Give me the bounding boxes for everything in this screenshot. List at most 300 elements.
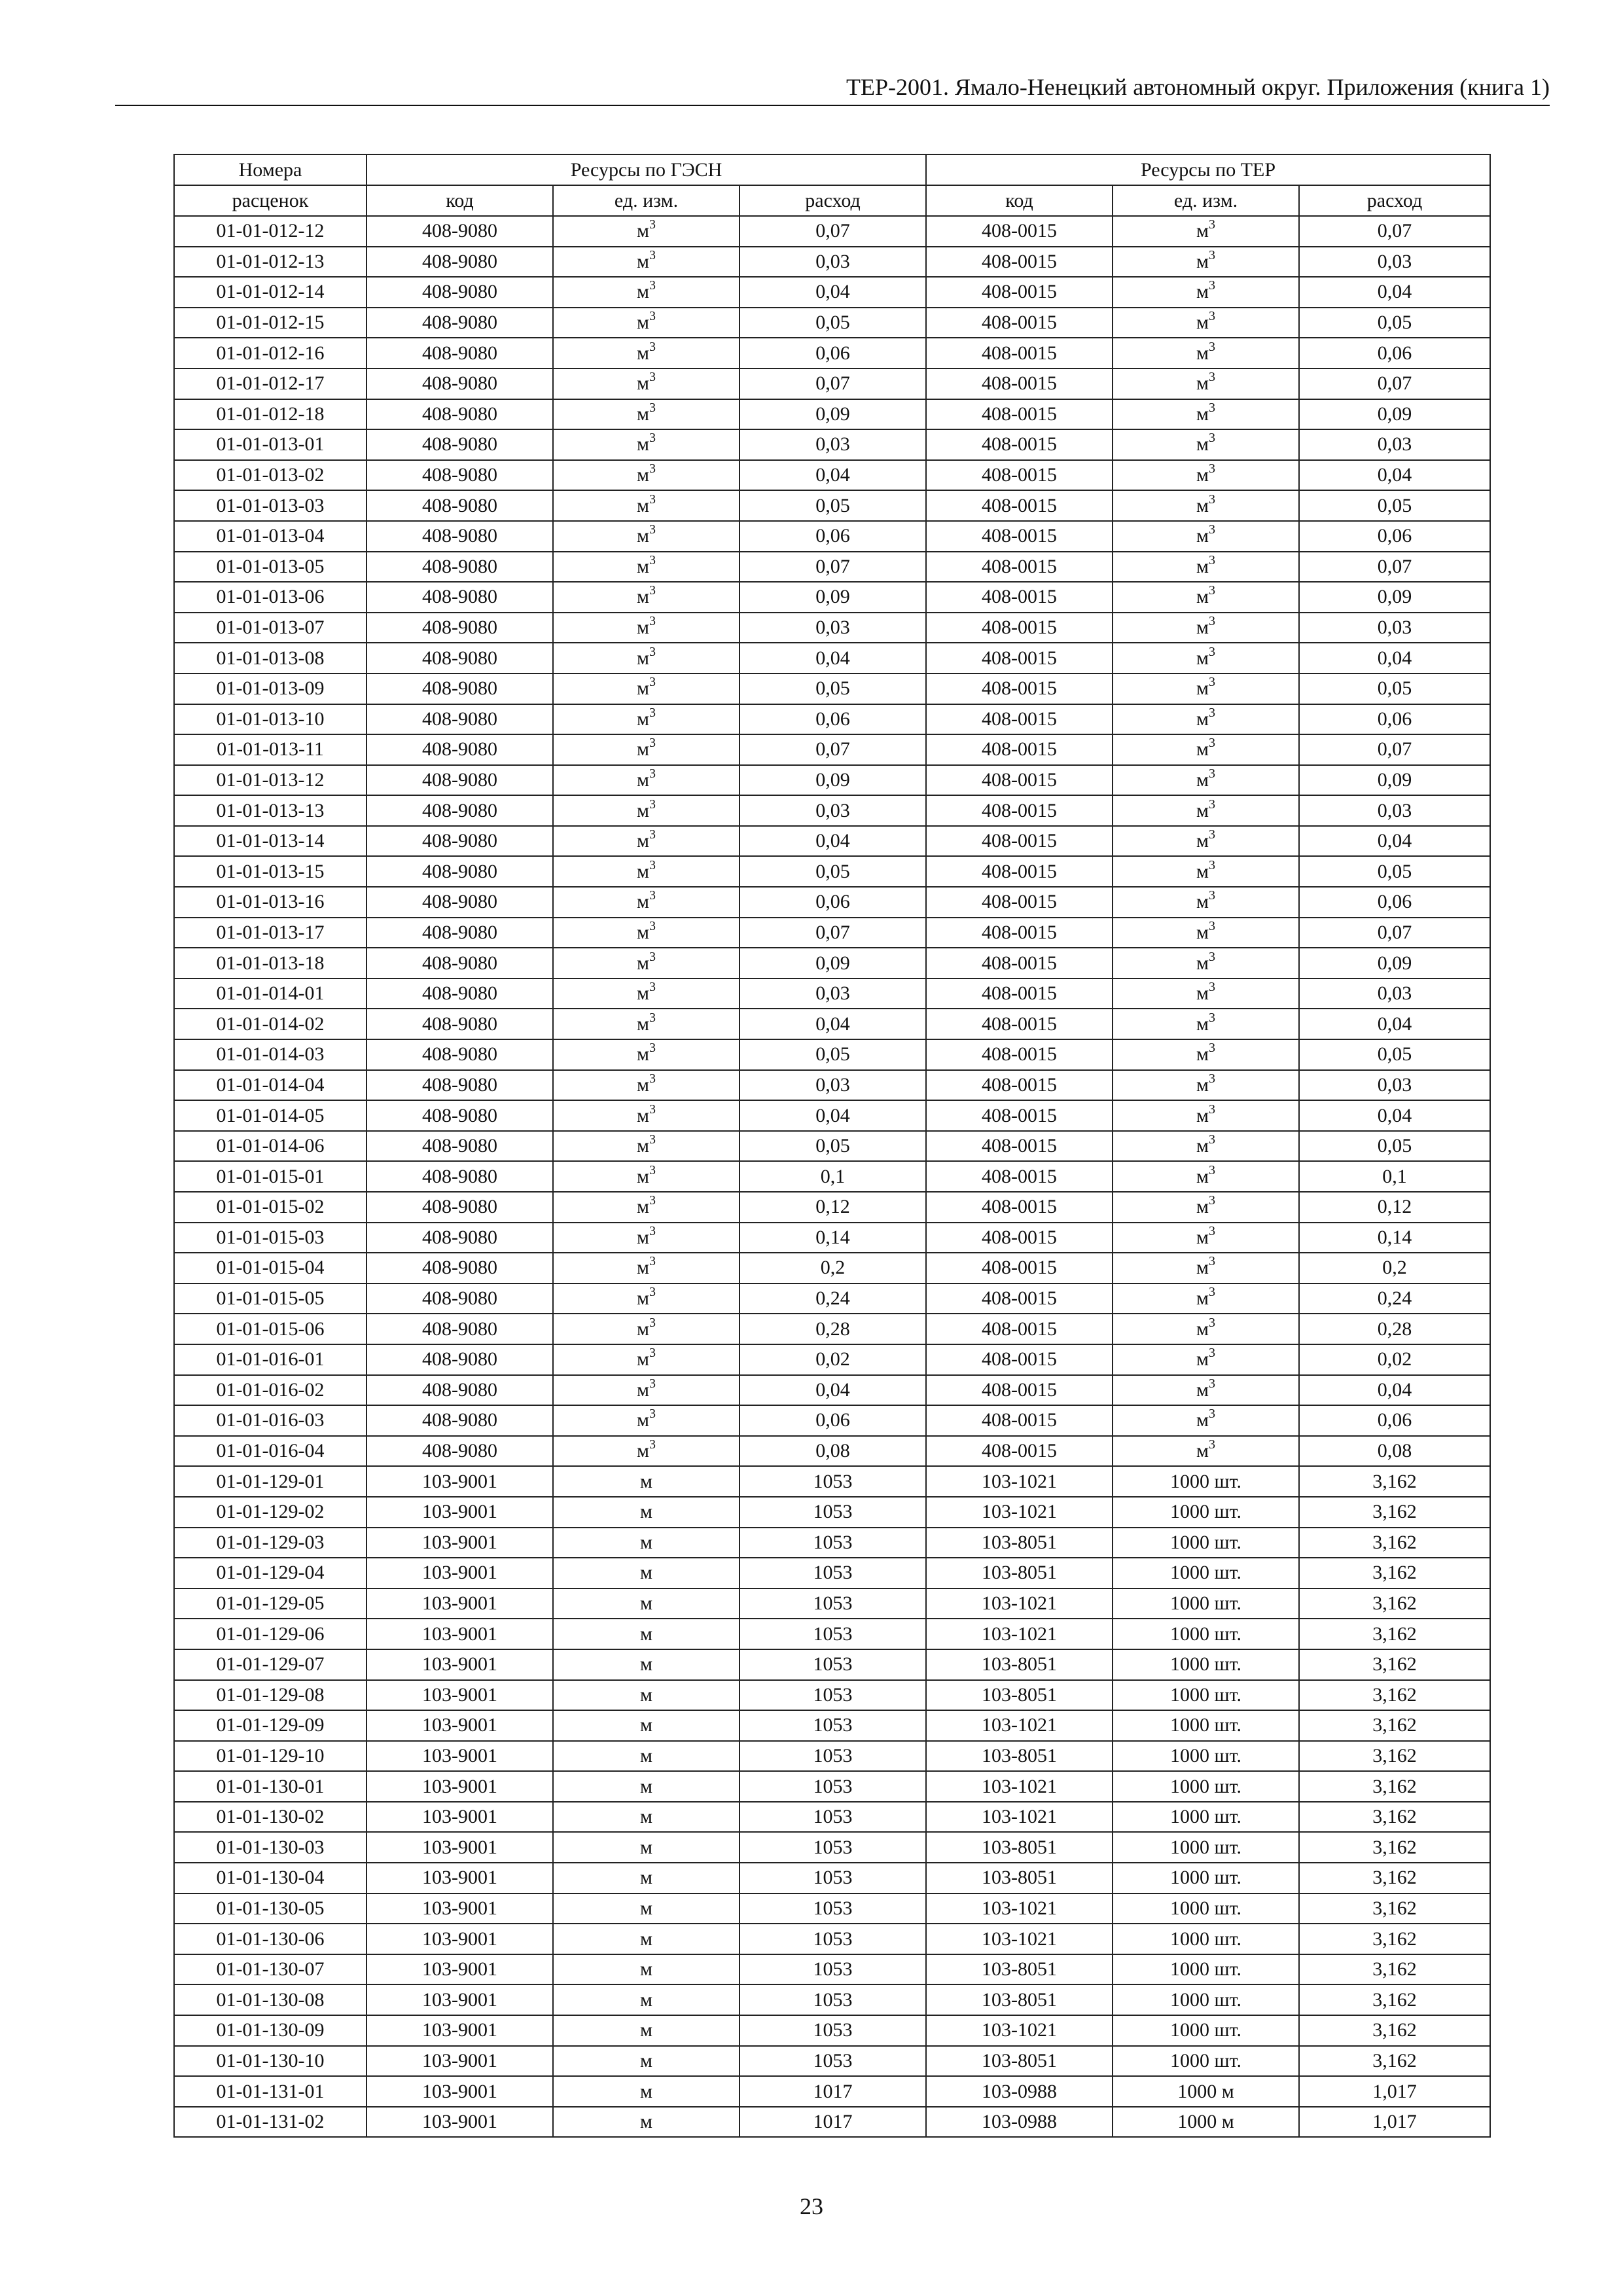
cell-ter-code: 408-0015	[926, 460, 1113, 491]
cell-ter-code: 103-8051	[926, 1558, 1113, 1588]
table-row	[174, 1528, 1490, 1558]
cell-rate-number: 01-01-013-08	[174, 643, 366, 673]
cell-gesn-code: 408-9080	[366, 368, 553, 399]
cell-ter-code: 103-1021	[926, 1497, 1113, 1528]
cell-gesn-unit: м	[553, 1924, 740, 1954]
cell-gesn-consumption: 0,04	[740, 277, 926, 308]
cell-gesn-code: 408-9080	[366, 1375, 553, 1406]
cell-gesn-consumption: 0,07	[740, 734, 926, 765]
cell-ter-code: 408-0015	[926, 277, 1113, 308]
cell-gesn-code: 408-9080	[366, 429, 553, 460]
cell-rate-number: 01-01-129-06	[174, 1619, 366, 1649]
cell-rate-number: 01-01-012-13	[174, 247, 366, 278]
col-gesn-unit: ед. изм.	[553, 185, 740, 216]
cell-ter-unit: $м^3$	[1113, 1100, 1299, 1131]
cell-ter-unit: 1000 шт.	[1113, 1741, 1299, 1772]
cell-gesn-code: 103-9001	[366, 1558, 553, 1588]
cell-ter-unit: $м^3$	[1113, 1192, 1299, 1223]
table-row	[174, 795, 1490, 826]
cell-gesn-code: 408-9080	[366, 643, 553, 673]
cell-gesn-code: 408-9080	[366, 460, 553, 491]
cell-ter-code: 103-8051	[926, 1741, 1113, 1772]
table-row	[174, 1771, 1490, 1802]
cell-ter-consumption: 3,162	[1299, 1863, 1490, 1893]
cell-gesn-consumption: 0,07	[740, 552, 926, 583]
cell-gesn-consumption: 0,14	[740, 1223, 926, 1253]
cell-gesn-unit: $м^3$	[553, 308, 740, 338]
cell-gesn-consumption: 0,24	[740, 1283, 926, 1314]
table-row	[174, 1375, 1490, 1406]
cell-ter-consumption: 3,162	[1299, 1984, 1490, 2015]
page-number: 23	[800, 2193, 823, 2219]
cell-ter-unit: 1000 шт.	[1113, 1984, 1299, 2015]
cell-gesn-unit: $м^3$	[553, 643, 740, 673]
cell-gesn-unit: м	[553, 1558, 740, 1588]
cell-rate-number: 01-01-129-10	[174, 1741, 366, 1772]
cell-ter-code: 103-1021	[926, 2015, 1113, 2046]
cell-ter-code: 408-0015	[926, 704, 1113, 735]
col-number-line2: расценок	[174, 185, 366, 216]
table-row	[174, 277, 1490, 308]
cell-rate-number: 01-01-014-06	[174, 1131, 366, 1162]
cell-gesn-unit: м	[553, 1802, 740, 1833]
cell-ter-unit: $м^3$	[1113, 948, 1299, 978]
cell-gesn-consumption: 1053	[740, 1893, 926, 1924]
cell-gesn-code: 408-9080	[366, 1192, 553, 1223]
cell-gesn-code: 408-9080	[366, 1223, 553, 1253]
cell-rate-number: 01-01-130-06	[174, 1924, 366, 1954]
cell-ter-code: 408-0015	[926, 1100, 1113, 1131]
cell-gesn-consumption: 1053	[740, 1588, 926, 1619]
table-row	[174, 216, 1490, 247]
cell-gesn-code: 408-9080	[366, 308, 553, 338]
table-row	[174, 673, 1490, 704]
cell-ter-code: 408-0015	[926, 399, 1113, 430]
cell-gesn-unit: $м^3$	[553, 613, 740, 643]
cell-ter-consumption: 0,06	[1299, 338, 1490, 368]
cell-rate-number: 01-01-129-03	[174, 1528, 366, 1558]
cell-gesn-consumption: 1053	[740, 1863, 926, 1893]
cell-ter-consumption: 3,162	[1299, 1741, 1490, 1772]
cell-ter-code: 408-0015	[926, 1070, 1113, 1101]
cell-gesn-unit: $м^3$	[553, 918, 740, 948]
table-row	[174, 1009, 1490, 1039]
cell-gesn-code: 408-9080	[366, 613, 553, 643]
cell-gesn-unit: $м^3$	[553, 1100, 740, 1131]
cell-ter-unit: $м^3$	[1113, 734, 1299, 765]
cell-ter-consumption: 0,04	[1299, 1009, 1490, 1039]
cell-ter-code: 103-0988	[926, 2107, 1113, 2138]
cell-ter-code: 408-0015	[926, 1131, 1113, 1162]
cell-gesn-code: 408-9080	[366, 1283, 553, 1314]
cell-ter-unit: $м^3$	[1113, 1436, 1299, 1467]
cell-ter-consumption: 0,04	[1299, 1375, 1490, 1406]
cell-gesn-consumption: 1053	[740, 1497, 926, 1528]
cell-ter-unit: $м^3$	[1113, 216, 1299, 247]
cell-ter-code: 408-0015	[926, 490, 1113, 521]
table-row	[174, 368, 1490, 399]
cell-gesn-unit: $м^3$	[553, 887, 740, 918]
cell-ter-consumption: 3,162	[1299, 1528, 1490, 1558]
cell-gesn-consumption: 0,05	[740, 490, 926, 521]
cell-gesn-unit: м	[553, 1954, 740, 1985]
table-row	[174, 1680, 1490, 1711]
cell-ter-consumption: 3,162	[1299, 1466, 1490, 1497]
table-header-row-groups	[174, 154, 1490, 185]
cell-ter-code: 103-1021	[926, 1771, 1113, 1802]
cell-gesn-consumption: 0,06	[740, 338, 926, 368]
cell-gesn-code: 408-9080	[366, 673, 553, 704]
cell-gesn-unit: $м^3$	[553, 552, 740, 583]
cell-ter-unit: 1000 шт.	[1113, 1466, 1299, 1497]
cell-gesn-code: 103-9001	[366, 1466, 553, 1497]
cell-gesn-consumption: 0,05	[740, 856, 926, 887]
cell-rate-number: 01-01-130-04	[174, 1863, 366, 1893]
cell-gesn-unit: $м^3$	[553, 1375, 740, 1406]
cell-ter-code: 103-1021	[926, 1466, 1113, 1497]
cell-gesn-unit: м	[553, 1832, 740, 1863]
cell-gesn-code: 103-9001	[366, 2107, 553, 2138]
cell-gesn-unit: $м^3$	[553, 704, 740, 735]
cell-gesn-consumption: 0,06	[740, 704, 926, 735]
cell-ter-code: 408-0015	[926, 856, 1113, 887]
table-row	[174, 1436, 1490, 1467]
cell-ter-consumption: 0,03	[1299, 247, 1490, 278]
table-row	[174, 978, 1490, 1009]
cell-ter-code: 408-0015	[926, 521, 1113, 552]
table-body	[174, 216, 1490, 2137]
table-row	[174, 1283, 1490, 1314]
cell-gesn-consumption: 1053	[740, 1771, 926, 1802]
cell-gesn-consumption: 0,04	[740, 1375, 926, 1406]
cell-gesn-code: 103-9001	[366, 1771, 553, 1802]
cell-rate-number: 01-01-129-07	[174, 1649, 366, 1680]
cell-gesn-code: 408-9080	[366, 948, 553, 978]
cell-ter-code: 103-8051	[926, 1984, 1113, 2015]
cell-rate-number: 01-01-013-05	[174, 552, 366, 583]
cell-ter-consumption: 0,05	[1299, 673, 1490, 704]
col-gesn-code: код	[366, 185, 553, 216]
cell-gesn-code: 103-9001	[366, 1924, 553, 1954]
cell-gesn-unit: $м^3$	[553, 247, 740, 278]
cell-ter-code: 103-1021	[926, 1802, 1113, 1833]
cell-ter-code: 408-0015	[926, 1161, 1113, 1192]
cell-gesn-unit: м	[553, 1893, 740, 1924]
cell-ter-unit: $м^3$	[1113, 490, 1299, 521]
cell-ter-consumption: 3,162	[1299, 1893, 1490, 1924]
table-row	[174, 308, 1490, 338]
cell-rate-number: 01-01-015-06	[174, 1314, 366, 1344]
cell-ter-code: 408-0015	[926, 338, 1113, 368]
cell-rate-number: 01-01-013-16	[174, 887, 366, 918]
cell-rate-number: 01-01-130-09	[174, 2015, 366, 2046]
cell-gesn-unit: $м^3$	[553, 765, 740, 796]
table-row	[174, 704, 1490, 735]
cell-ter-consumption: 0,02	[1299, 1344, 1490, 1375]
cell-gesn-consumption: 0,05	[740, 1131, 926, 1162]
cell-ter-code: 408-0015	[926, 1375, 1113, 1406]
cell-gesn-code: 408-9080	[366, 338, 553, 368]
cell-rate-number: 01-01-012-12	[174, 216, 366, 247]
cell-gesn-code: 103-9001	[366, 1832, 553, 1863]
cell-gesn-code: 103-9001	[366, 1893, 553, 1924]
cell-gesn-consumption: 1053	[740, 1558, 926, 1588]
cell-ter-code: 408-0015	[926, 1192, 1113, 1223]
cell-gesn-consumption: 1053	[740, 1741, 926, 1772]
cell-gesn-code: 103-9001	[366, 2046, 553, 2077]
cell-ter-code: 408-0015	[926, 765, 1113, 796]
cell-ter-unit: 1000 шт.	[1113, 2046, 1299, 2077]
table-row	[174, 1192, 1490, 1223]
cell-rate-number: 01-01-012-18	[174, 399, 366, 430]
cell-ter-consumption: 0,05	[1299, 856, 1490, 887]
cell-rate-number: 01-01-129-02	[174, 1497, 366, 1528]
table-row	[174, 613, 1490, 643]
cell-ter-unit: $м^3$	[1113, 643, 1299, 673]
cell-gesn-consumption: 0,08	[740, 1436, 926, 1467]
cell-gesn-consumption: 0,09	[740, 948, 926, 978]
cell-ter-consumption: 0,05	[1299, 1039, 1490, 1070]
table-row	[174, 826, 1490, 857]
cell-ter-consumption: 0,07	[1299, 216, 1490, 247]
cell-rate-number: 01-01-013-13	[174, 795, 366, 826]
cell-rate-number: 01-01-130-01	[174, 1771, 366, 1802]
cell-rate-number: 01-01-130-05	[174, 1893, 366, 1924]
cell-ter-unit: $м^3$	[1113, 429, 1299, 460]
cell-ter-code: 408-0015	[926, 308, 1113, 338]
cell-ter-consumption: 1,017	[1299, 2107, 1490, 2138]
cell-ter-code: 408-0015	[926, 1283, 1113, 1314]
cell-rate-number: 01-01-012-17	[174, 368, 366, 399]
cell-ter-consumption: 0,06	[1299, 887, 1490, 918]
cell-gesn-unit: $м^3$	[553, 826, 740, 857]
cell-gesn-consumption: 0,06	[740, 887, 926, 918]
cell-ter-consumption: 0,07	[1299, 918, 1490, 948]
table-row	[174, 1832, 1490, 1863]
cell-gesn-code: 408-9080	[366, 1436, 553, 1467]
cell-gesn-unit: $м^3$	[553, 216, 740, 247]
table-row	[174, 1314, 1490, 1344]
table-row	[174, 1893, 1490, 1924]
table-row	[174, 429, 1490, 460]
cell-gesn-unit: м	[553, 1619, 740, 1649]
cell-rate-number: 01-01-131-01	[174, 2076, 366, 2107]
table-row	[174, 582, 1490, 613]
cell-gesn-consumption: 0,06	[740, 1405, 926, 1436]
cell-gesn-unit: $м^3$	[553, 1283, 740, 1314]
cell-ter-consumption: 0,08	[1299, 1436, 1490, 1467]
table-row	[174, 247, 1490, 278]
cell-ter-unit: 1000 шт.	[1113, 1558, 1299, 1588]
cell-ter-unit: $м^3$	[1113, 368, 1299, 399]
cell-gesn-code: 103-9001	[366, 1710, 553, 1741]
cell-gesn-code: 408-9080	[366, 1161, 553, 1192]
cell-gesn-code: 408-9080	[366, 399, 553, 430]
table-row	[174, 521, 1490, 552]
cell-rate-number: 01-01-130-03	[174, 1832, 366, 1863]
group-header-ter: Ресурсы по ТЕР	[926, 154, 1490, 185]
cell-ter-code: 408-0015	[926, 643, 1113, 673]
cell-ter-code: 103-8051	[926, 1832, 1113, 1863]
cell-ter-unit: 1000 шт.	[1113, 1771, 1299, 1802]
table-row	[174, 1466, 1490, 1497]
cell-ter-consumption: 0,04	[1299, 826, 1490, 857]
cell-gesn-code: 408-9080	[366, 277, 553, 308]
cell-gesn-unit: $м^3$	[553, 1405, 740, 1436]
cell-rate-number: 01-01-130-08	[174, 1984, 366, 2015]
cell-gesn-unit: м	[553, 1710, 740, 1741]
cell-ter-unit: 1000 м	[1113, 2076, 1299, 2107]
cell-gesn-consumption: 0,1	[740, 1161, 926, 1192]
cell-gesn-code: 408-9080	[366, 795, 553, 826]
cell-ter-code: 408-0015	[926, 673, 1113, 704]
cell-ter-unit: $м^3$	[1113, 765, 1299, 796]
cell-gesn-code: 103-9001	[366, 1863, 553, 1893]
cell-ter-code: 408-0015	[926, 247, 1113, 278]
cell-gesn-unit: м	[553, 2046, 740, 2077]
cell-ter-code: 408-0015	[926, 918, 1113, 948]
cell-gesn-code: 103-9001	[366, 1588, 553, 1619]
cell-gesn-consumption: 0,05	[740, 308, 926, 338]
cell-ter-consumption: 3,162	[1299, 1619, 1490, 1649]
cell-gesn-unit: м	[553, 1588, 740, 1619]
cell-ter-code: 408-0015	[926, 368, 1113, 399]
group-header-gesn: Ресурсы по ГЭСН	[366, 154, 926, 185]
cell-gesn-consumption: 0,09	[740, 399, 926, 430]
cell-ter-code: 408-0015	[926, 613, 1113, 643]
cell-gesn-unit: $м^3$	[553, 277, 740, 308]
table-row	[174, 1802, 1490, 1833]
cell-ter-consumption: 0,04	[1299, 277, 1490, 308]
cell-ter-consumption: 0,03	[1299, 613, 1490, 643]
cell-gesn-consumption: 1017	[740, 2076, 926, 2107]
table-row	[174, 2107, 1490, 2138]
cell-rate-number: 01-01-013-11	[174, 734, 366, 765]
cell-ter-code: 408-0015	[926, 887, 1113, 918]
cell-gesn-consumption: 0,09	[740, 765, 926, 796]
cell-gesn-consumption: 1053	[740, 1832, 926, 1863]
cell-gesn-unit: $м^3$	[553, 1344, 740, 1375]
cell-ter-unit: $м^3$	[1113, 552, 1299, 583]
cell-ter-unit: 1000 шт.	[1113, 1802, 1299, 1833]
cell-ter-code: 103-1021	[926, 1619, 1113, 1649]
cell-gesn-code: 408-9080	[366, 247, 553, 278]
cell-gesn-consumption: 1053	[740, 1710, 926, 1741]
cell-gesn-unit: $м^3$	[553, 460, 740, 491]
table-row	[174, 1070, 1490, 1101]
table-row	[174, 1223, 1490, 1253]
cell-ter-code: 408-0015	[926, 1223, 1113, 1253]
cell-gesn-code: 408-9080	[366, 521, 553, 552]
cell-ter-consumption: 0,07	[1299, 368, 1490, 399]
cell-ter-unit: $м^3$	[1113, 613, 1299, 643]
cell-ter-code: 408-0015	[926, 552, 1113, 583]
cell-rate-number: 01-01-012-14	[174, 277, 366, 308]
cell-rate-number: 01-01-013-01	[174, 429, 366, 460]
cell-gesn-unit: м	[553, 1863, 740, 1893]
cell-ter-consumption: 0,24	[1299, 1283, 1490, 1314]
cell-ter-unit: 1000 шт.	[1113, 1710, 1299, 1741]
cell-ter-unit: $м^3$	[1113, 1375, 1299, 1406]
cell-gesn-consumption: 1053	[740, 1924, 926, 1954]
cell-gesn-code: 408-9080	[366, 826, 553, 857]
cell-rate-number: 01-01-013-07	[174, 613, 366, 643]
cell-rate-number: 01-01-016-01	[174, 1344, 366, 1375]
cell-gesn-unit: $м^3$	[553, 795, 740, 826]
resources-table	[173, 154, 1491, 2138]
cell-ter-code: 408-0015	[926, 978, 1113, 1009]
table-row	[174, 1039, 1490, 1070]
cell-ter-unit: $м^3$	[1113, 1009, 1299, 1039]
table-row	[174, 1405, 1490, 1436]
cell-ter-consumption: 0,03	[1299, 1070, 1490, 1101]
cell-gesn-consumption: 0,12	[740, 1192, 926, 1223]
cell-gesn-consumption: 0,07	[740, 368, 926, 399]
cell-ter-code: 103-8051	[926, 1528, 1113, 1558]
cell-ter-unit: $м^3$	[1113, 887, 1299, 918]
table-row	[174, 1100, 1490, 1131]
cell-ter-unit: $м^3$	[1113, 918, 1299, 948]
cell-gesn-consumption: 0,03	[740, 247, 926, 278]
table-row	[174, 887, 1490, 918]
cell-rate-number: 01-01-015-02	[174, 1192, 366, 1223]
cell-gesn-consumption: 0,03	[740, 978, 926, 1009]
cell-ter-consumption: 0,07	[1299, 734, 1490, 765]
cell-ter-code: 408-0015	[926, 1039, 1113, 1070]
cell-ter-code: 103-0988	[926, 2076, 1113, 2107]
cell-rate-number: 01-01-016-04	[174, 1436, 366, 1467]
cell-gesn-consumption: 0,04	[740, 1009, 926, 1039]
cell-gesn-consumption: 0,02	[740, 1344, 926, 1375]
cell-gesn-unit: м	[553, 1771, 740, 1802]
table-header-row-columns	[174, 185, 1490, 216]
table-row	[174, 490, 1490, 521]
cell-ter-code: 103-1021	[926, 1588, 1113, 1619]
cell-ter-unit: $м^3$	[1113, 673, 1299, 704]
cell-ter-unit: $м^3$	[1113, 1253, 1299, 1283]
cell-gesn-code: 408-9080	[366, 1039, 553, 1070]
cell-gesn-code: 408-9080	[366, 216, 553, 247]
cell-gesn-unit: м	[553, 1497, 740, 1528]
cell-gesn-consumption: 0,04	[740, 1100, 926, 1131]
cell-gesn-unit: м	[553, 1649, 740, 1680]
cell-gesn-unit: м	[553, 1741, 740, 1772]
table-row	[174, 552, 1490, 583]
cell-rate-number: 01-01-014-03	[174, 1039, 366, 1070]
cell-gesn-unit: $м^3$	[553, 490, 740, 521]
cell-gesn-consumption: 1053	[740, 1528, 926, 1558]
cell-ter-unit: 1000 шт.	[1113, 1588, 1299, 1619]
cell-gesn-unit: $м^3$	[553, 582, 740, 613]
cell-ter-code: 103-1021	[926, 1924, 1113, 1954]
cell-gesn-consumption: 0,05	[740, 1039, 926, 1070]
cell-rate-number: 01-01-013-06	[174, 582, 366, 613]
cell-rate-number: 01-01-014-02	[174, 1009, 366, 1039]
cell-gesn-consumption: 0,03	[740, 795, 926, 826]
table-row	[174, 338, 1490, 368]
cell-gesn-consumption: 1053	[740, 2046, 926, 2077]
cell-ter-consumption: 0,06	[1299, 704, 1490, 735]
cell-gesn-code: 408-9080	[366, 552, 553, 583]
table-row	[174, 1497, 1490, 1528]
cell-gesn-unit: $м^3$	[553, 399, 740, 430]
cell-rate-number: 01-01-129-01	[174, 1466, 366, 1497]
cell-ter-consumption: 0,03	[1299, 978, 1490, 1009]
cell-ter-consumption: 3,162	[1299, 1497, 1490, 1528]
cell-ter-code: 408-0015	[926, 826, 1113, 857]
cell-gesn-unit: $м^3$	[553, 1009, 740, 1039]
cell-gesn-consumption: 1053	[740, 1954, 926, 1985]
